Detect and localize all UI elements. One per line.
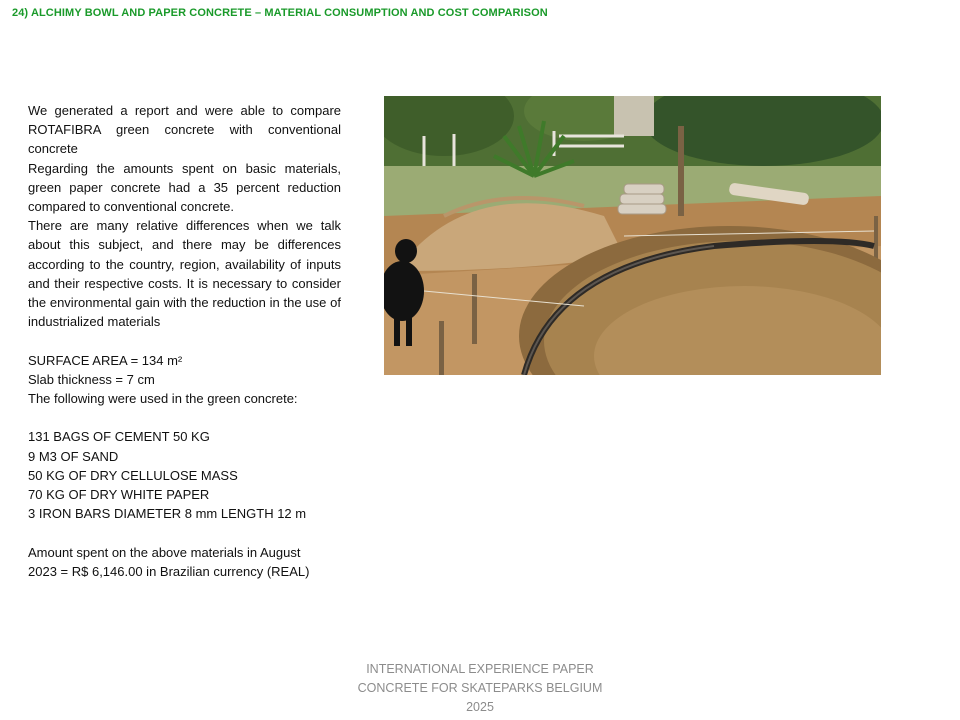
footer-line-1: INTERNATIONAL EXPERIENCE PAPER [366,662,594,676]
slab-thickness: Slab thickness = 7 cm [28,371,155,387]
paragraph-differences: There are many relative differences when we talk about this subject, and there may be differences according to the country, region, availability of inputs and their respective costs. It is necessary to consider the environmental gain with the reduction in the use of industrialized materials [28,218,341,330]
material-item: 70 KG OF DRY WHITE PAPER [28,487,210,503]
amount-line: 2023 = R$ 6,146.00 in Brazilian currency (REAL) [28,563,310,579]
material-item: 3 IRON BARS DIAMETER 8 mm LENGTH 12 m [28,506,307,522]
material-item: 9 M3 OF SAND [28,448,119,464]
paragraph-report: We generated a report and were able to compare ROTAFIBRA green concrete with conventional concrete [28,103,341,157]
material-item: 50 KG OF DRY CELLULOSE MASS [28,467,238,483]
surface-area: SURFACE AREA = 134 m² [28,352,183,368]
spacer [28,331,341,350]
material-item: 131 BAGS OF CEMENT 50 KG [28,429,210,445]
footer-line-2: CONCRETE FOR SKATEPARKS BELGIUM [357,681,603,695]
footer-line-3: 2025 [466,700,494,714]
amount-line: Amount spent on the above materials in August [28,544,301,560]
materials-intro: The following were used in the green concrete: [28,391,298,407]
slide-title: 24) ALCHIMY BOWL AND PAPER CONCRETE – MATERIAL CONSUMPTION AND COST COMPARISON [12,7,548,19]
body-text [28,101,341,581]
construction-site-photo [384,96,881,375]
spacer [28,408,341,427]
spacer [28,523,341,542]
paragraph-reduction: Regarding the amounts spent on basic materials, green paper concrete had a 35 percent reduction compared to conventional concrete. [28,160,341,215]
footer [300,660,660,717]
